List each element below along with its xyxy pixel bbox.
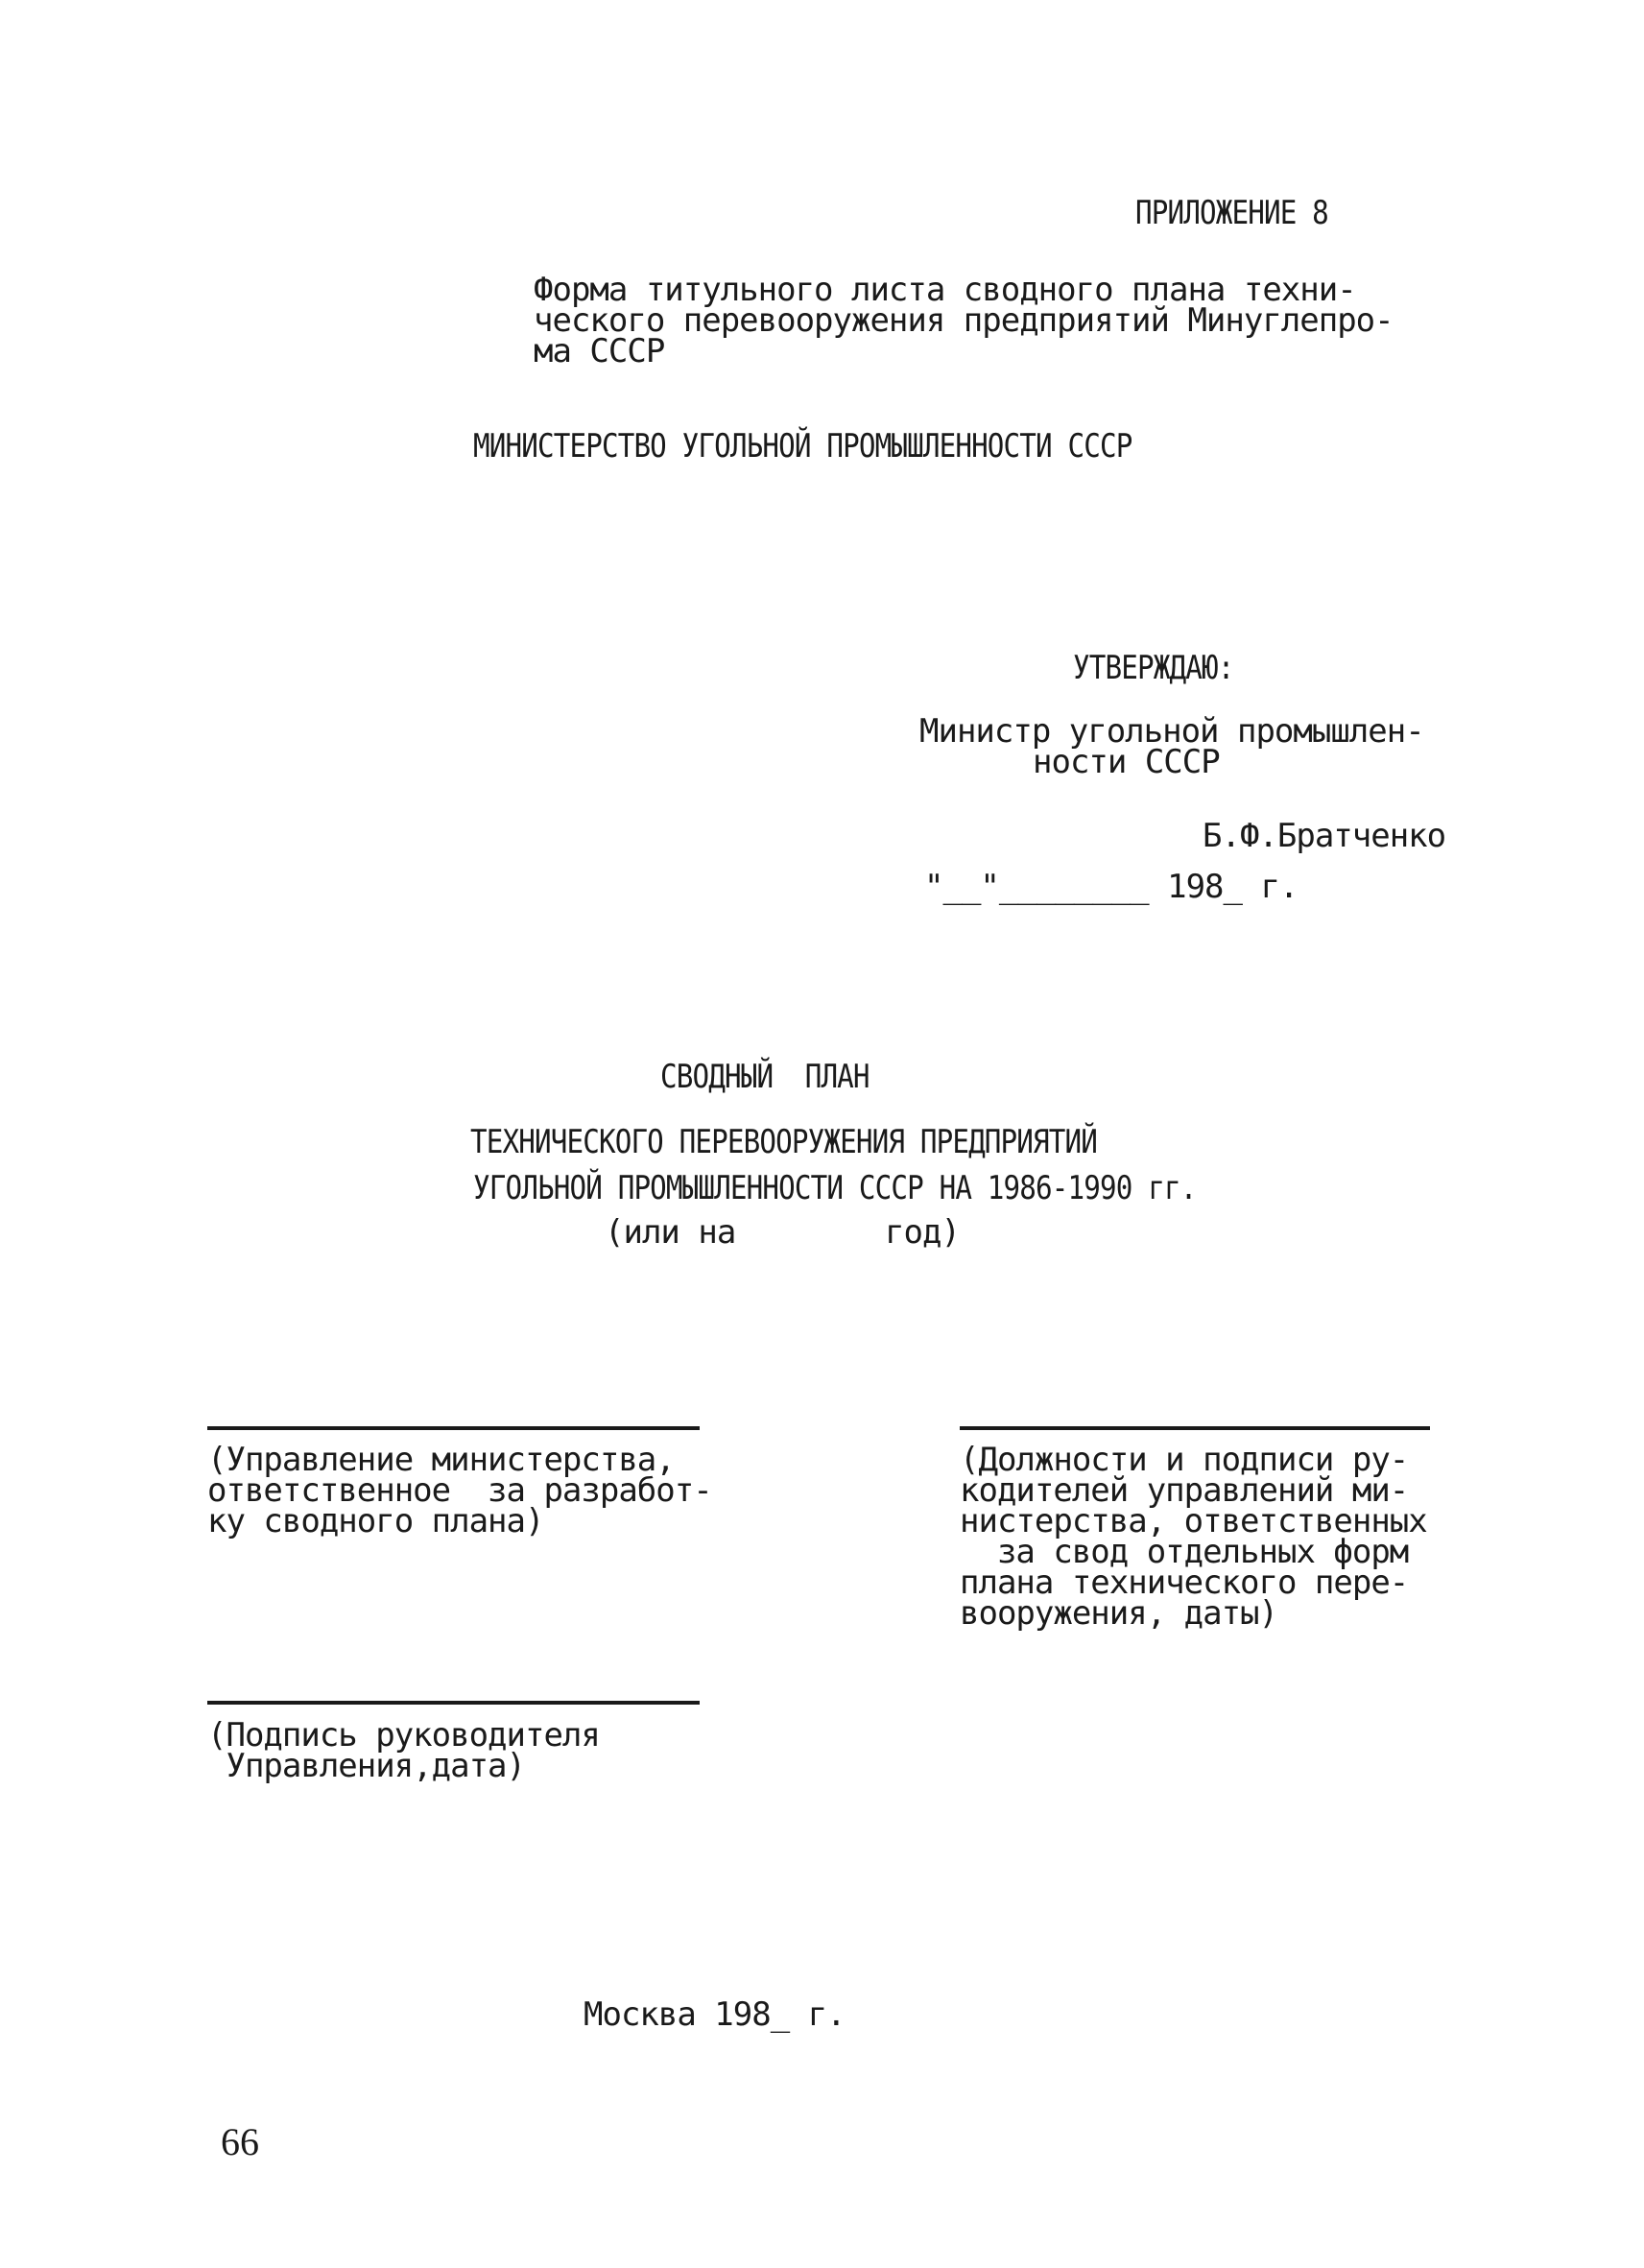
approval-position-line: Министр угольной промышлен- [919, 712, 1424, 751]
left-block-line: (Управление министерства, [207, 1441, 675, 1479]
head-signature-rule [207, 1701, 700, 1705]
left-block-line: ку сводного плана) [207, 1502, 544, 1540]
place-date: Москва 198_ г. [584, 1995, 846, 2034]
plan-title-line: СВОДНЫЙ ПЛАН [660, 1058, 870, 1096]
approval-signatory: Б.Ф.Братченко [1203, 817, 1446, 855]
ministry-heading: МИНИСТЕРСТВО УГОЛЬНОЙ ПРОМЫШЛЕННОСТИ СССР [473, 427, 1132, 466]
form-description-line: ма СССР [534, 332, 665, 370]
right-signature-rule [960, 1426, 1430, 1430]
right-block-line: вооружения, даты) [960, 1594, 1277, 1633]
form-description-line: Форма титульного листа сводного плана техни- [534, 271, 1356, 309]
plan-title-line: УГОЛЬНОЙ ПРОМЫШЛЕННОСТИ СССР НА 1986-1990 гг. [473, 1169, 1197, 1207]
plan-title-line: ТЕХНИЧЕСКОГО ПЕРЕВООРУЖЕНИЯ ПРЕДПРИЯТИЙ [470, 1123, 1098, 1161]
right-block-line: за свод отдельных форм [960, 1533, 1409, 1571]
approval-heading: УТВЕРЖДАЮ: [1073, 649, 1234, 687]
form-description-line: ческого перевооружения предприятий Минуглепро- [534, 301, 1394, 340]
right-block-line: кодителей управлений ми- [960, 1471, 1409, 1510]
left-block-line: ответственное за разработ- [207, 1471, 712, 1510]
signature-block-line: (Подпись руководителя [207, 1716, 600, 1755]
approval-position-line: ности СССР [1033, 743, 1220, 781]
right-block-line: нистерства, ответственных [960, 1502, 1427, 1540]
page-number: 66 [221, 2120, 259, 2163]
plan-title-line: (или на год) [605, 1213, 960, 1252]
approval-date-line: "__"________ 198_ г. [924, 868, 1299, 906]
right-block-line: (Должности и подписи ру- [960, 1441, 1409, 1479]
right-block-line: плана технического пере- [960, 1564, 1409, 1602]
appendix-label: ПРИЛОЖЕНИЕ 8 [1135, 194, 1328, 232]
left-signature-rule [207, 1426, 700, 1430]
signature-block-line: Управления,дата) [207, 1747, 525, 1785]
